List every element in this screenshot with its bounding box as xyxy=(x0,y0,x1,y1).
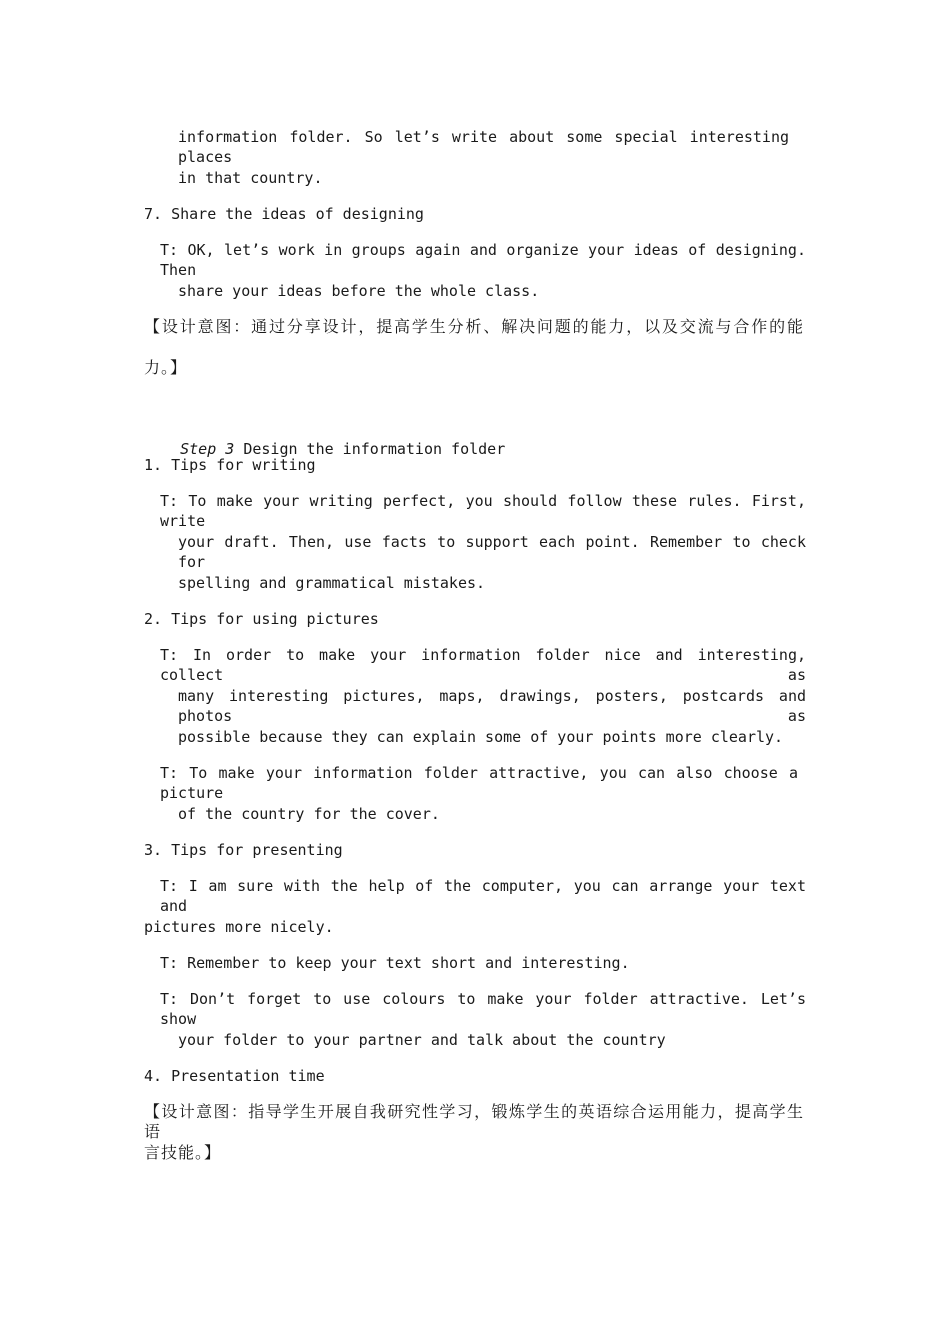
text-line: T: Don’t forget to use colours to make your folder attractive. Let’s show xyxy=(160,990,806,1028)
text-line: T: To make your writing perfect, you should follow these rules. First, write xyxy=(160,492,806,530)
section-heading: 1. Tips for writing xyxy=(144,456,316,474)
design-intent-note: 【设计意图：指导学生开展自我研究性学习，锻炼学生的英语综合运用能力，提高学生语 xyxy=(144,1102,804,1141)
text-line: T: In order to make your information folder nice and interesting, collect as xyxy=(160,646,806,684)
text-line: information folder. So let’s write about some special interesting places xyxy=(178,128,789,166)
text-line: T: OK, let’s work in groups again and organize your ideas of designing. Then xyxy=(160,241,806,279)
section-heading: 3. Tips for presenting xyxy=(144,841,343,859)
step-label: Step 3 xyxy=(180,440,235,458)
text-line: pictures more nicely. xyxy=(144,918,334,936)
text-line: your draft. Then, use facts to support each point. Remember to check for xyxy=(178,533,806,571)
text-line: T: To make your information folder attractive, you can also choose a picture xyxy=(160,764,798,802)
section-heading: 2. Tips for using pictures xyxy=(144,610,379,628)
section-heading: 4. Presentation time xyxy=(144,1067,325,1085)
text-line: your folder to your partner and talk about the country xyxy=(178,1031,666,1049)
design-intent-note: 【设计意图：通过分享设计，提高学生分析、解决问题的能力，以及交流与合作的能 xyxy=(144,317,804,336)
text-line: many interesting pictures, maps, drawings, posters, postcards and photos as xyxy=(178,687,806,725)
text-line: in that country. xyxy=(178,169,323,187)
step-title: Design the information folder xyxy=(234,440,506,458)
text-line: share your ideas before the whole class. xyxy=(178,282,540,300)
design-intent-note: 言技能。】 xyxy=(144,1143,222,1162)
section-heading: 7. Share the ideas of designing xyxy=(144,205,424,223)
text-line: of the country for the cover. xyxy=(178,805,440,823)
text-line: T: Remember to keep your text short and interesting. xyxy=(160,954,630,972)
text-line: spelling and grammatical mistakes. xyxy=(178,574,486,592)
design-intent-note: 力。】 xyxy=(144,358,188,377)
text-line: T: I am sure with the help of the computer, you can arrange your text and xyxy=(160,877,806,915)
text-line: possible because they can explain some of your points more clearly. xyxy=(178,728,784,746)
